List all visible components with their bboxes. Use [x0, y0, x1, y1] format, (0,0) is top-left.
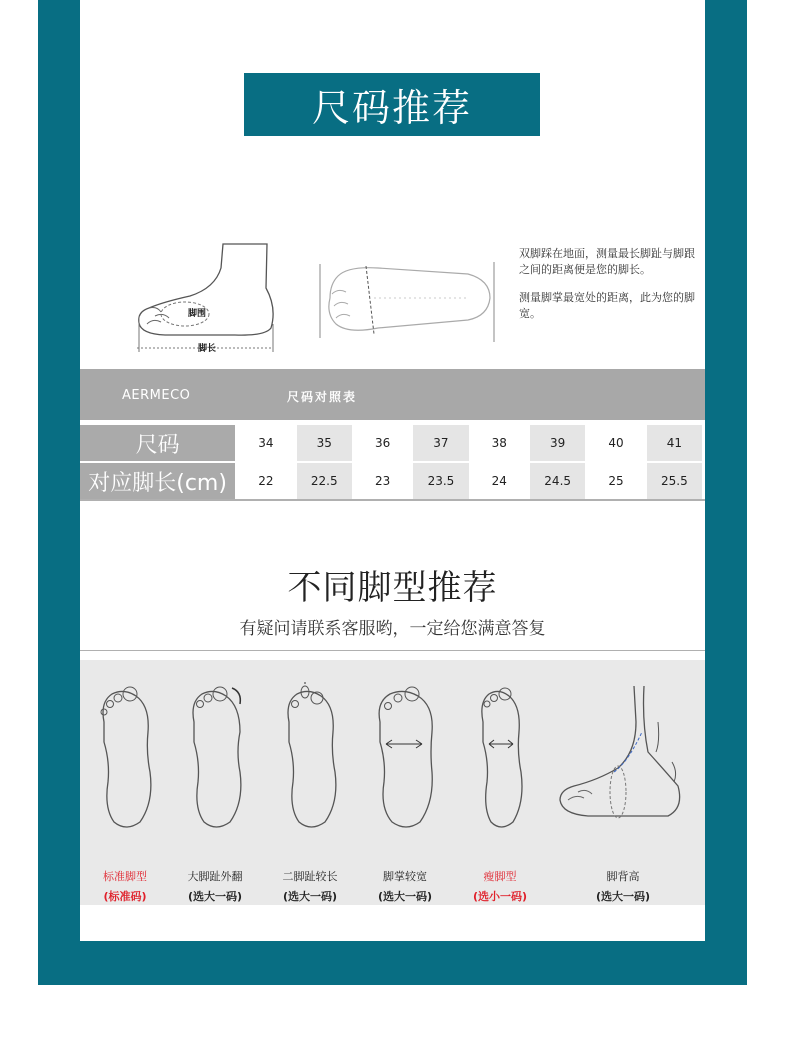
high-instep-foot-icon [548, 682, 698, 832]
foot-types-subtitle: 有疑问请联系客服哟，一定给您满意答复 [239, 619, 546, 639]
size-chart-title: 尺码对照表 [287, 390, 358, 404]
foot-types-title: 不同脚型推荐 [287, 568, 498, 608]
length-cell: 24.5 [530, 463, 585, 499]
size-cell: 37 [413, 425, 468, 461]
bunion-foot-icon [180, 682, 250, 832]
size-cell: 41 [647, 425, 702, 461]
size-cell: 40 [588, 425, 643, 461]
size-cell: 38 [472, 425, 527, 461]
size-chart-header [80, 369, 705, 420]
foot-top-diagram [318, 258, 498, 348]
long-toe-foot-icon [275, 682, 345, 832]
foot-type-name: 标准脚型 [103, 870, 147, 883]
size-cell: 39 [530, 425, 585, 461]
foot-types-panel [80, 660, 705, 905]
standard-foot-icon [90, 682, 160, 832]
foot-type-high-instep [548, 682, 698, 903]
size-cell: 34 [238, 425, 293, 461]
foot-type-standard [75, 682, 175, 903]
length-cell: 23 [355, 463, 410, 499]
length-cell: 22.5 [297, 463, 352, 499]
foot-type-name: 大脚趾外翻 [187, 870, 243, 883]
measure-instructions [519, 246, 703, 334]
measure-tip-width: 测量脚掌最宽处的距离，此为您的脚宽。 [519, 291, 695, 320]
length-cell: 25 [588, 463, 643, 499]
foot-type-name: 瘦脚型 [483, 870, 517, 883]
divider [80, 650, 705, 651]
row-label-size: 尺码 [80, 425, 235, 461]
foot-type-tag: (标准码) [103, 890, 147, 903]
foot-type-tag: (选大一码) [282, 890, 338, 903]
length-cell: 24 [472, 463, 527, 499]
measure-tip-length: 双脚踩在地面，测量最长脚趾与脚跟之间的距离便是您的脚长。 [519, 247, 695, 276]
foot-type-tag: (选大一码) [377, 890, 433, 903]
length-cell: 22 [238, 463, 293, 499]
table-row-foot-length [80, 463, 705, 499]
foot-type-name: 脚背高 [606, 870, 640, 883]
foot-side-diagram [135, 238, 285, 358]
divider [80, 499, 705, 501]
foot-type-tag: (选大一码) [187, 890, 243, 903]
wide-foot-icon [370, 682, 440, 832]
foot-type-wide [355, 682, 455, 903]
size-cell: 36 [355, 425, 410, 461]
foot-type-tag: (选大一码) [595, 890, 651, 903]
foot-type-long-second-toe [260, 682, 360, 903]
section-title: 尺码推荐 [244, 73, 540, 136]
size-table [80, 425, 705, 501]
size-cell: 35 [297, 425, 352, 461]
length-cell: 23.5 [413, 463, 468, 499]
foot-type-slim [450, 682, 550, 903]
slim-foot-icon [465, 682, 535, 832]
foot-type-tag: (选小一码) [472, 890, 528, 903]
foot-type-bunion [165, 682, 265, 903]
table-row-size [80, 425, 705, 461]
foot-girth-label: 脚围 [188, 309, 207, 319]
brand-name: AERMECO [122, 388, 191, 403]
foot-length-label: 脚长 [198, 344, 217, 354]
foot-type-name: 二脚趾较长 [282, 870, 338, 883]
foot-type-name: 脚掌较宽 [383, 870, 427, 883]
row-label-foot-length: 对应脚长(cm) [80, 463, 235, 499]
length-cell: 25.5 [647, 463, 702, 499]
